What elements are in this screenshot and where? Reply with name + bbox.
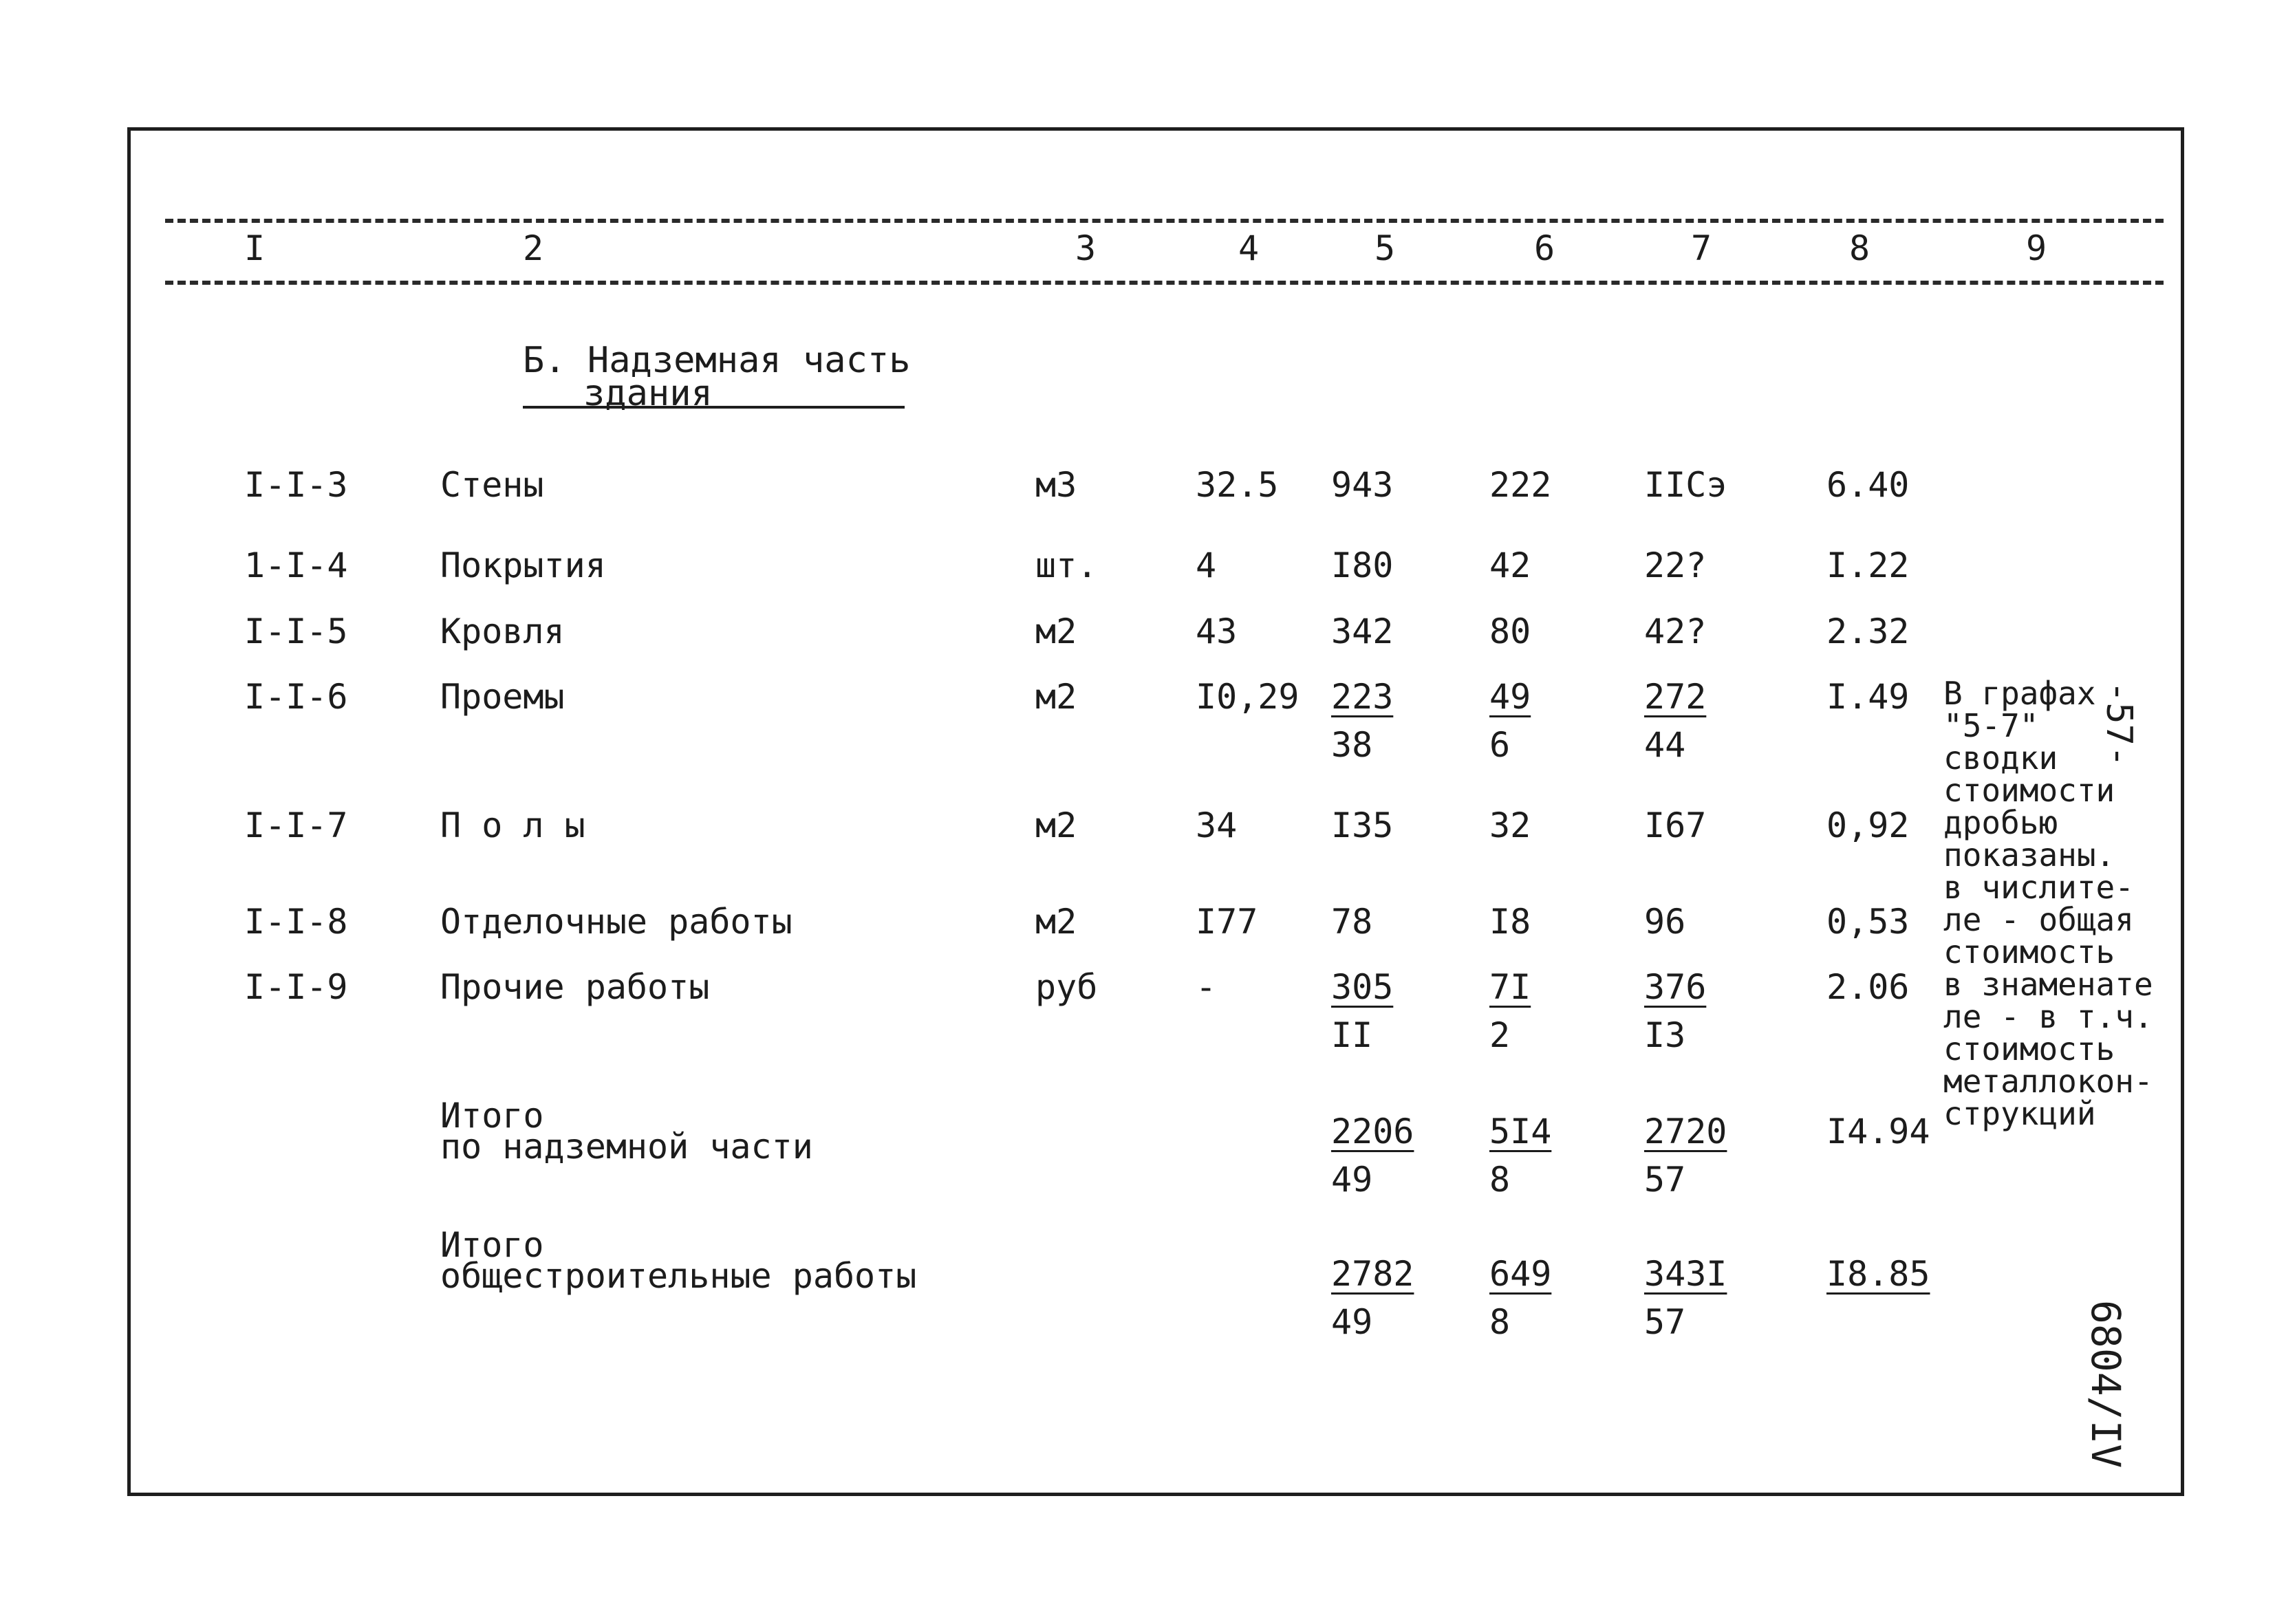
row-qty: 4: [1196, 545, 1217, 585]
total-col8: I8.85: [1826, 1254, 1930, 1294]
total-col7-denominator: 57: [1644, 1160, 1686, 1200]
row-col7: 42?: [1644, 611, 1707, 651]
col-header-9: 9: [2025, 228, 2047, 268]
row-unit: шт.: [1035, 545, 1098, 585]
note-line: ле - общая: [1943, 901, 2134, 938]
note-line: в знаменате: [1943, 966, 2153, 1003]
col-header-8: 8: [1848, 228, 1870, 268]
row-col8: I.22: [1826, 545, 1910, 585]
row-col8: 0,92: [1826, 805, 1910, 845]
row-qty: 32.5: [1196, 465, 1279, 505]
row-col5-numerator: 305: [1331, 967, 1394, 1007]
row-col7-denominator: 44: [1644, 725, 1686, 765]
row-col5: I80: [1331, 545, 1394, 585]
col-header-7: 7: [1690, 228, 1712, 268]
note-line: в числите-: [1943, 869, 2134, 906]
row-unit: руб: [1035, 967, 1098, 1007]
section-title-underline: [523, 406, 905, 409]
note-line: струкций: [1943, 1095, 2096, 1132]
row-unit: м2: [1035, 805, 1077, 845]
row-unit: м3: [1035, 465, 1077, 505]
note-line: металлокон-: [1943, 1063, 2153, 1100]
row-code: I-I-9: [244, 967, 348, 1007]
section-title-line1: Б. Надземная часть: [523, 340, 911, 381]
row-qty: 34: [1196, 805, 1238, 845]
row-qty: -: [1196, 967, 1217, 1007]
col-header-5: 5: [1374, 228, 1396, 268]
row-col7-denominator: I3: [1644, 1015, 1686, 1055]
note-line: дробью: [1943, 804, 2058, 841]
row-col7: I67: [1644, 805, 1707, 845]
row-col7: 96: [1644, 902, 1686, 942]
col-header-3: 3: [1075, 228, 1097, 268]
total-col6-denominator: 8: [1489, 1302, 1511, 1342]
row-code: I-I-6: [244, 677, 348, 717]
row-code: I-I-7: [244, 805, 348, 845]
total-label-line1: Итого: [440, 1225, 544, 1265]
row-col6: 42: [1489, 545, 1531, 585]
row-col5-numerator: 223: [1331, 677, 1394, 717]
total-col5-denominator: 49: [1331, 1160, 1373, 1200]
row-unit: м2: [1035, 677, 1077, 717]
row-col8: 2.06: [1826, 967, 1910, 1007]
total-col5-denominator: 49: [1331, 1302, 1373, 1342]
row-col7-numerator: 272: [1644, 677, 1707, 717]
note-line: В графах: [1943, 675, 2096, 712]
note-line: "5-7": [1943, 707, 2039, 744]
row-col6: 222: [1489, 465, 1552, 505]
col-header-1: I: [244, 228, 266, 268]
total-col8: I4.94: [1826, 1112, 1930, 1151]
row-unit: м2: [1035, 611, 1077, 651]
section-title: [523, 340, 911, 414]
row-name: Проемы: [440, 677, 565, 717]
row-col6: 80: [1489, 611, 1531, 651]
row-col7: IIСэ: [1644, 465, 1727, 505]
document-code: 6804/IV: [2082, 1300, 2129, 1469]
row-col5-denominator: II: [1331, 1015, 1373, 1055]
row-col8: 6.40: [1826, 465, 1910, 505]
note-line: ле - в т.ч.: [1943, 998, 2153, 1035]
note-line: стоимость: [1943, 933, 2115, 971]
row-name: Отделочные работы: [440, 902, 793, 942]
row-code: I-I-8: [244, 902, 348, 942]
row-col5: I35: [1331, 805, 1394, 845]
row-col6-denominator: 2: [1489, 1015, 1511, 1055]
total-col5-numerator: 2782: [1331, 1254, 1414, 1294]
row-name: Покрытия: [440, 545, 606, 585]
note-line: сводки: [1943, 739, 2058, 777]
row-unit: м2: [1035, 902, 1077, 942]
total-label-line2: по надземной части: [440, 1127, 813, 1167]
total-col6-numerator: 649: [1489, 1254, 1552, 1294]
row-col7: 22?: [1644, 545, 1707, 585]
row-col8: 2.32: [1826, 611, 1910, 651]
row-col5: 78: [1331, 902, 1373, 942]
row-col6-numerator: 49: [1489, 677, 1531, 717]
header-top-rule: [165, 219, 2164, 223]
row-col8: 0,53: [1826, 902, 1910, 942]
row-name: П о л ы: [440, 805, 585, 845]
total-label-line2: общестроительные работы: [440, 1256, 917, 1296]
total-col7-denominator: 57: [1644, 1302, 1686, 1342]
note-line: стоимость: [1943, 1030, 2115, 1068]
row-col5: 342: [1331, 611, 1394, 651]
row-qty: 43: [1196, 611, 1238, 651]
row-col5: 943: [1331, 465, 1394, 505]
row-name: Прочие работы: [440, 967, 710, 1007]
row-qty: I0,29: [1196, 677, 1300, 717]
row-col6: 32: [1489, 805, 1531, 845]
total-col7-numerator: 343I: [1644, 1254, 1727, 1294]
col-header-6: 6: [1533, 228, 1555, 268]
row-code: I-I-3: [244, 465, 348, 505]
total-col6-numerator: 5I4: [1489, 1112, 1552, 1151]
row-col6-numerator: 7I: [1489, 967, 1531, 1007]
col-header-2: 2: [522, 228, 544, 268]
total-col7-numerator: 2720: [1644, 1112, 1727, 1151]
row-code: I-I-5: [244, 611, 348, 651]
header-bottom-rule: [165, 281, 2164, 285]
row-name: Кровля: [440, 611, 565, 651]
row-code: 1-I-4: [244, 545, 348, 585]
note-line: стоимости: [1943, 772, 2115, 809]
page-number: -57-: [2098, 681, 2139, 768]
total-label-line1: Итого: [440, 1096, 544, 1136]
section-title-line2: здания: [583, 373, 713, 414]
row-col8: I.49: [1826, 677, 1910, 717]
row-col7-numerator: 376: [1644, 967, 1707, 1007]
row-qty: I77: [1196, 902, 1258, 942]
total-col5-numerator: 2206: [1331, 1112, 1414, 1151]
row-col5-denominator: 38: [1331, 725, 1373, 765]
col-header-4: 4: [1238, 228, 1260, 268]
note-line: показаны.: [1943, 836, 2115, 874]
row-name: Стены: [440, 465, 544, 505]
row-col6-denominator: 6: [1489, 725, 1511, 765]
total-col6-denominator: 8: [1489, 1160, 1511, 1200]
row-col6: I8: [1489, 902, 1531, 942]
